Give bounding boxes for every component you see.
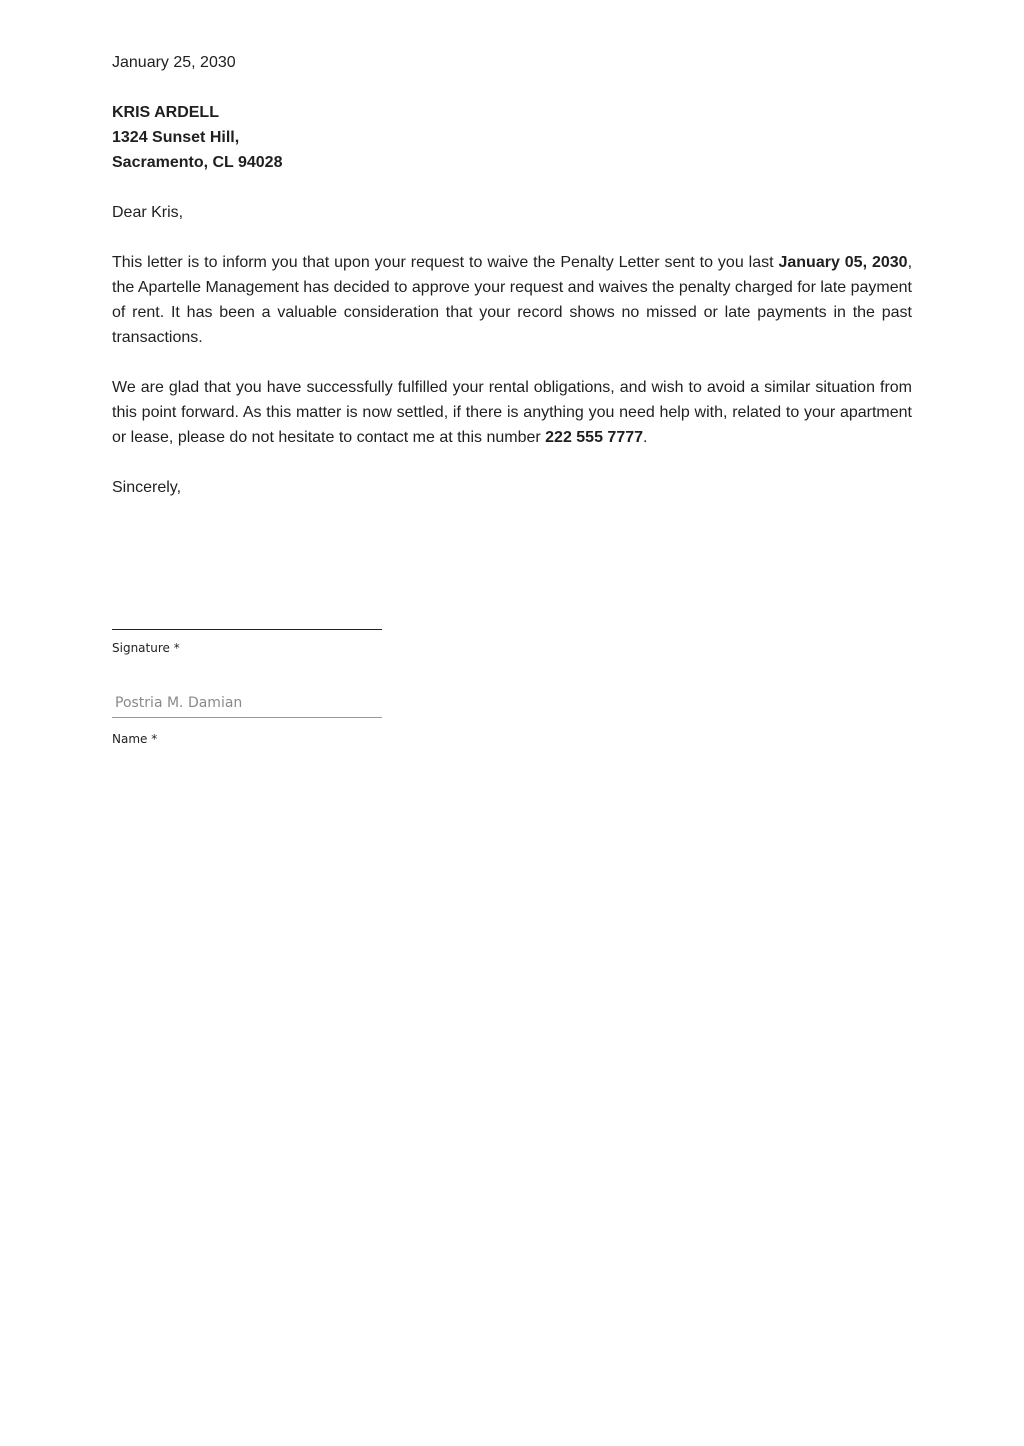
paragraph-2-text-start: We are glad that you have successfully fulfilled your rental obligations, and wish to avoid a similar situation from this point forward. As this matter is now settled, if there is anything you need help with, related to your apartment or lease, please do not hesitate to contact me at this number: [112, 379, 912, 446]
paragraph-2-text-end: .: [643, 429, 648, 446]
recipient-address: [112, 100, 912, 175]
signature-label: Signature *: [112, 641, 180, 655]
recipient-name: KRIS ARDELL: [112, 104, 219, 121]
recipient-address-line1: 1324 Sunset Hill,: [112, 129, 240, 146]
name-label: Name *: [112, 732, 158, 746]
letter-body: [112, 50, 912, 500]
paragraph-1: [112, 250, 912, 350]
name-input[interactable]: [112, 688, 382, 718]
signature-field[interactable]: [112, 629, 382, 630]
paragraph-1-text-end: , the Apartelle Management has decided to approve your request and waives the penalty charged for late payment of rent. It has been a valuable consideration that your record shows no missed or late payments in the past transactions.: [112, 254, 913, 346]
recipient-address-line2: Sacramento, CL 94028: [112, 154, 283, 171]
closing: Sincerely,: [112, 479, 182, 496]
salutation: Dear Kris,: [112, 204, 184, 221]
paragraph-2: [112, 375, 912, 450]
paragraph-1-text-start: This letter is to inform you that upon your request to waive the Penalty Letter sent to you last: [112, 254, 779, 271]
penalty-letter-date: January 05, 2030: [778, 254, 908, 271]
contact-phone-number: 222 555 7777: [545, 429, 644, 446]
letter-date: January 25, 2030: [112, 54, 236, 71]
